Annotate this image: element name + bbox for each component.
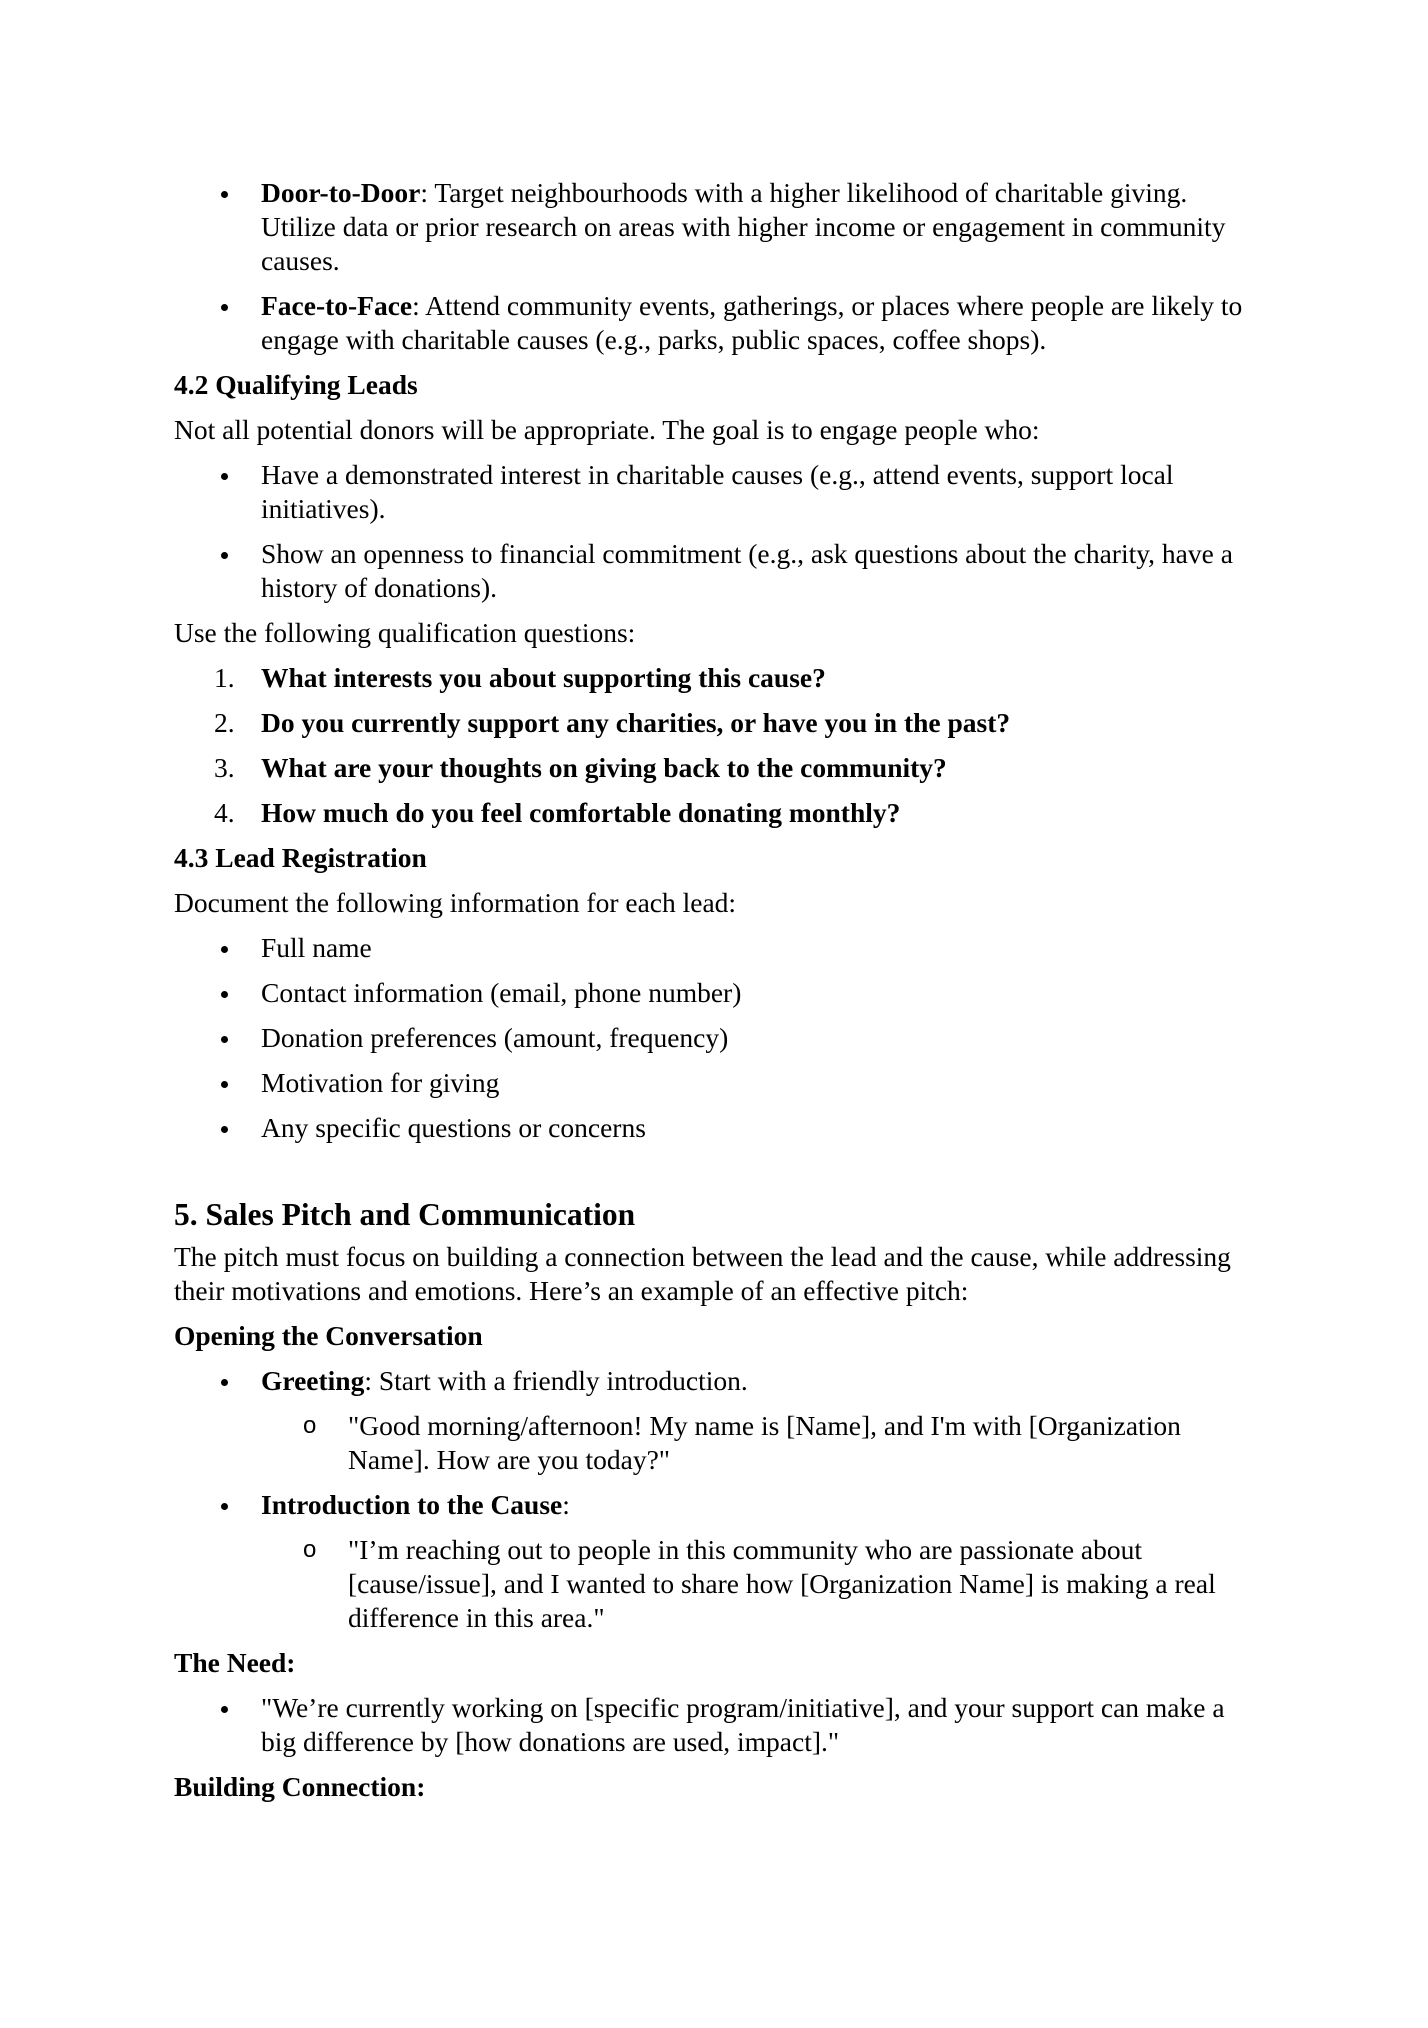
list-item-text: Donation preferences (amount, frequency)	[261, 1022, 729, 1053]
list-item-title: Introduction to the Cause	[261, 1489, 563, 1520]
list-item	[174, 976, 1264, 1010]
list-item-text: : Attend community events, gatherings, or places where people are likely to engage with charitable causes (e.g., parks, public spaces, coffee shops).	[261, 290, 1243, 355]
opening-steps-list	[174, 1364, 1264, 1398]
question-text: What are your thoughts on giving back to the community?	[261, 752, 947, 783]
quote-text: "We’re currently working on [specific program/initiative], and your support can make a big difference by [how donations are used, impact]."	[261, 1692, 1225, 1757]
document-page	[174, 176, 1264, 1815]
list-item	[174, 931, 1264, 965]
list-item-text: :	[562, 1489, 570, 1520]
qualifying-criteria-list	[174, 458, 1264, 605]
list-item-title: Door-to-Door	[261, 177, 421, 208]
numbered-item	[174, 661, 1264, 695]
list-item	[174, 1488, 1264, 1522]
cause-quote-list	[174, 1533, 1264, 1635]
numbered-item	[174, 751, 1264, 785]
numbered-item	[174, 706, 1264, 740]
qualification-questions-list	[174, 661, 1264, 830]
item-number: 1.	[214, 662, 235, 693]
list-item-text: Full name	[261, 932, 372, 963]
list-item	[174, 1066, 1264, 1100]
list-item-text: Show an openness to financial commitment (e.g., ask questions about the charity, have a history of donations).	[261, 538, 1233, 603]
question-text: How much do you feel comfortable donating monthly?	[261, 797, 901, 828]
list-item-text: Have a demonstrated interest in charitable causes (e.g., attend events, support local initiatives).	[261, 459, 1174, 524]
list-item-text: Motivation for giving	[261, 1067, 500, 1098]
list-item	[174, 176, 1264, 278]
list-item-text: : Target neighbourhoods with a higher likelihood of charitable giving. Utilize data or prior research on areas with higher income or engagement in community causes.	[261, 177, 1226, 276]
list-item	[174, 289, 1264, 357]
list-item-title: Face-to-Face	[261, 290, 413, 321]
paragraph: Use the following qualification questions:	[174, 617, 636, 648]
paragraph: Document the following information for each lead:	[174, 887, 737, 918]
sub-list-item	[174, 1409, 1264, 1477]
question-text: Do you currently support any charities, or have you in the past?	[261, 707, 1011, 738]
list-item	[174, 1364, 1264, 1398]
lead-information-list	[174, 931, 1264, 1145]
list-item	[174, 458, 1264, 526]
list-item-text: : Start with a friendly introduction.	[364, 1365, 748, 1396]
section-heading-lead-registration: 4.3 Lead Registration	[174, 842, 427, 873]
sub-bullet-marker: o	[303, 1412, 317, 1439]
section-heading-sales-pitch: 5. Sales Pitch and Communication	[174, 1197, 636, 1232]
list-item	[174, 1021, 1264, 1055]
list-item-text: Any specific questions or concerns	[261, 1112, 646, 1143]
list-item-title: Greeting	[261, 1365, 365, 1396]
sub-list-item	[174, 1533, 1264, 1635]
item-number: 2.	[214, 707, 235, 738]
list-item	[174, 537, 1264, 605]
quote-text: "Good morning/afternoon! My name is [Name], and I'm with [Organization Name]. How are you today?"	[348, 1410, 1181, 1475]
question-text: What interests you about supporting this cause?	[261, 662, 826, 693]
subheading-building-connection: Building Connection:	[174, 1771, 426, 1802]
list-item-text: Contact information (email, phone number)	[261, 977, 742, 1008]
section-heading-qualifying-leads: 4.2 Qualifying Leads	[174, 369, 418, 400]
sub-bullet-marker: o	[303, 1536, 317, 1563]
item-number: 3.	[214, 752, 235, 783]
subheading-opening-conversation: Opening the Conversation	[174, 1320, 483, 1351]
list-item	[174, 1111, 1264, 1145]
numbered-item	[174, 796, 1264, 830]
paragraph: Not all potential donors will be appropriate. The goal is to engage people who:	[174, 414, 1040, 445]
opening-steps-list-2	[174, 1488, 1264, 1522]
paragraph: The pitch must focus on building a connection between the lead and the cause, while addressing their motivations and emotions. Here’s an example of an effective pitch:	[174, 1241, 1231, 1306]
prospecting-methods-list	[174, 176, 1264, 357]
subheading-the-need: The Need:	[174, 1647, 296, 1678]
list-item	[174, 1691, 1264, 1759]
item-number: 4.	[214, 797, 235, 828]
need-list	[174, 1691, 1264, 1759]
quote-text: "I’m reaching out to people in this community who are passionate about [cause/issue], and I wanted to share how [Organization Name] is making a real difference in this area."	[348, 1534, 1216, 1633]
greeting-quote-list	[174, 1409, 1264, 1477]
